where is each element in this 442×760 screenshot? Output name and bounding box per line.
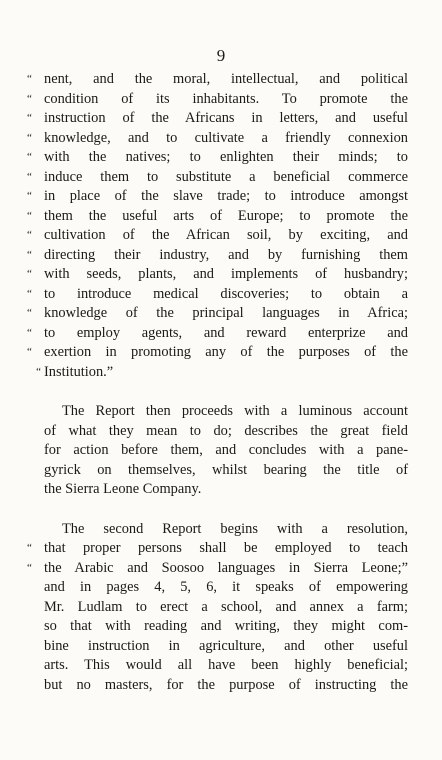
text-line — [27, 304, 408, 324]
text-line: bine instruction in agriculture, and other useful — [44, 637, 408, 654]
text-line: of what they mean to do; describes the great field — [44, 422, 408, 439]
line-text: the Arabic and Soosoo languages in Sierra Leone;” — [44, 559, 408, 576]
quote-mark: “ — [27, 229, 32, 241]
quote-mark: “ — [27, 170, 32, 183]
quote-mark: “ — [27, 561, 32, 574]
text-line — [27, 285, 408, 305]
text-line — [27, 148, 408, 168]
line-text: condition of its inhabitants. To promote the — [44, 90, 408, 107]
text-line — [27, 265, 408, 285]
quote-mark: “ — [27, 190, 32, 202]
text-line — [27, 187, 408, 207]
text-line: and in pages 4, 5, 6, it speaks of empowering — [44, 579, 408, 595]
line-text: exertion in promoting any of the purposes of the — [44, 344, 408, 360]
line-text: them the useful arts of Europe; to promote the — [44, 207, 408, 224]
quote-mark: “ — [27, 248, 32, 261]
paragraph-gap — [44, 500, 408, 520]
text-line — [27, 343, 408, 363]
quote-mark: “ — [27, 542, 32, 554]
quote-mark: “ — [27, 112, 32, 124]
text-line: arts. This would all have been highly beneficial; — [44, 657, 408, 673]
line-text: knowledge, and to cultivate a friendly connexion — [44, 129, 408, 146]
line-text: knowledge of the principal languages in Africa; — [44, 305, 408, 321]
text-line: Mr. Ludlam to erect a school, and annex a farm; — [44, 598, 408, 615]
text-line — [27, 90, 408, 110]
quote-mark: “ — [27, 268, 32, 280]
quote-mark: “ — [27, 326, 32, 339]
quote-mark: “ — [27, 131, 32, 144]
line-text: directing their industry, and by furnishing them — [44, 246, 408, 263]
text-line — [27, 109, 408, 129]
text-line: so that with reading and writing, they might com- — [44, 618, 408, 634]
line-text: that proper persons shall be employed to teach — [44, 540, 408, 556]
text-line: The second Report begins with a resolution, — [62, 520, 408, 537]
text-line — [27, 324, 408, 344]
text-line: the Sierra Leone Company. — [44, 481, 202, 497]
quote-mark: “ — [27, 346, 32, 358]
text-line: for action before them, and concludes with a pane- — [44, 442, 408, 458]
text-line — [27, 246, 408, 266]
text-line — [27, 207, 408, 227]
text-line — [27, 129, 408, 149]
quote-mark: “ — [27, 307, 32, 319]
page-number: 9 — [216, 46, 226, 65]
paragraph-gap — [44, 382, 408, 402]
line-text: in place of the slave trade; to introduce amongst — [44, 188, 408, 204]
quote-mark: “ — [27, 151, 32, 163]
line-text: to introduce medical discoveries; to obtain a — [44, 285, 408, 302]
text-line: gyrick on themselves, whilst bearing the title of — [44, 461, 408, 478]
text-line — [36, 363, 408, 383]
line-text: to employ agents, and reward enterprize and — [44, 324, 408, 341]
text-line — [27, 559, 408, 579]
quote-mark: “ — [27, 287, 32, 300]
quote-mark: “ — [27, 73, 32, 85]
text-line: but no masters, for the purpose of instructing the — [44, 676, 408, 693]
line-text: cultivation of the African soil, by exciting, and — [44, 227, 408, 243]
text-line — [27, 168, 408, 188]
line-text: induce them to substitute a beneficial commerce — [44, 168, 408, 185]
quote-mark: “ — [27, 92, 32, 105]
line-text: with seeds, plants, and implements of husbandry; — [44, 266, 408, 282]
text-line — [27, 539, 408, 559]
text-line — [27, 70, 408, 90]
quotation-block — [27, 70, 408, 382]
line-text: Institution.” — [44, 363, 114, 380]
quote-mark: “ — [27, 209, 32, 222]
text-line: The Report then proceeds with a luminous account — [62, 403, 408, 419]
page-body — [27, 70, 408, 695]
quote-mark: “ — [36, 365, 41, 378]
text-line — [27, 226, 408, 246]
line-text: nent, and the moral, intellectual, and political — [44, 71, 408, 87]
paragraph-second-report — [27, 520, 408, 696]
line-text: with the natives; to enlighten their minds; to — [44, 149, 408, 165]
paragraph-report-proceeds — [44, 402, 408, 500]
line-text: instruction of the Africans in letters, and useful — [44, 110, 408, 126]
